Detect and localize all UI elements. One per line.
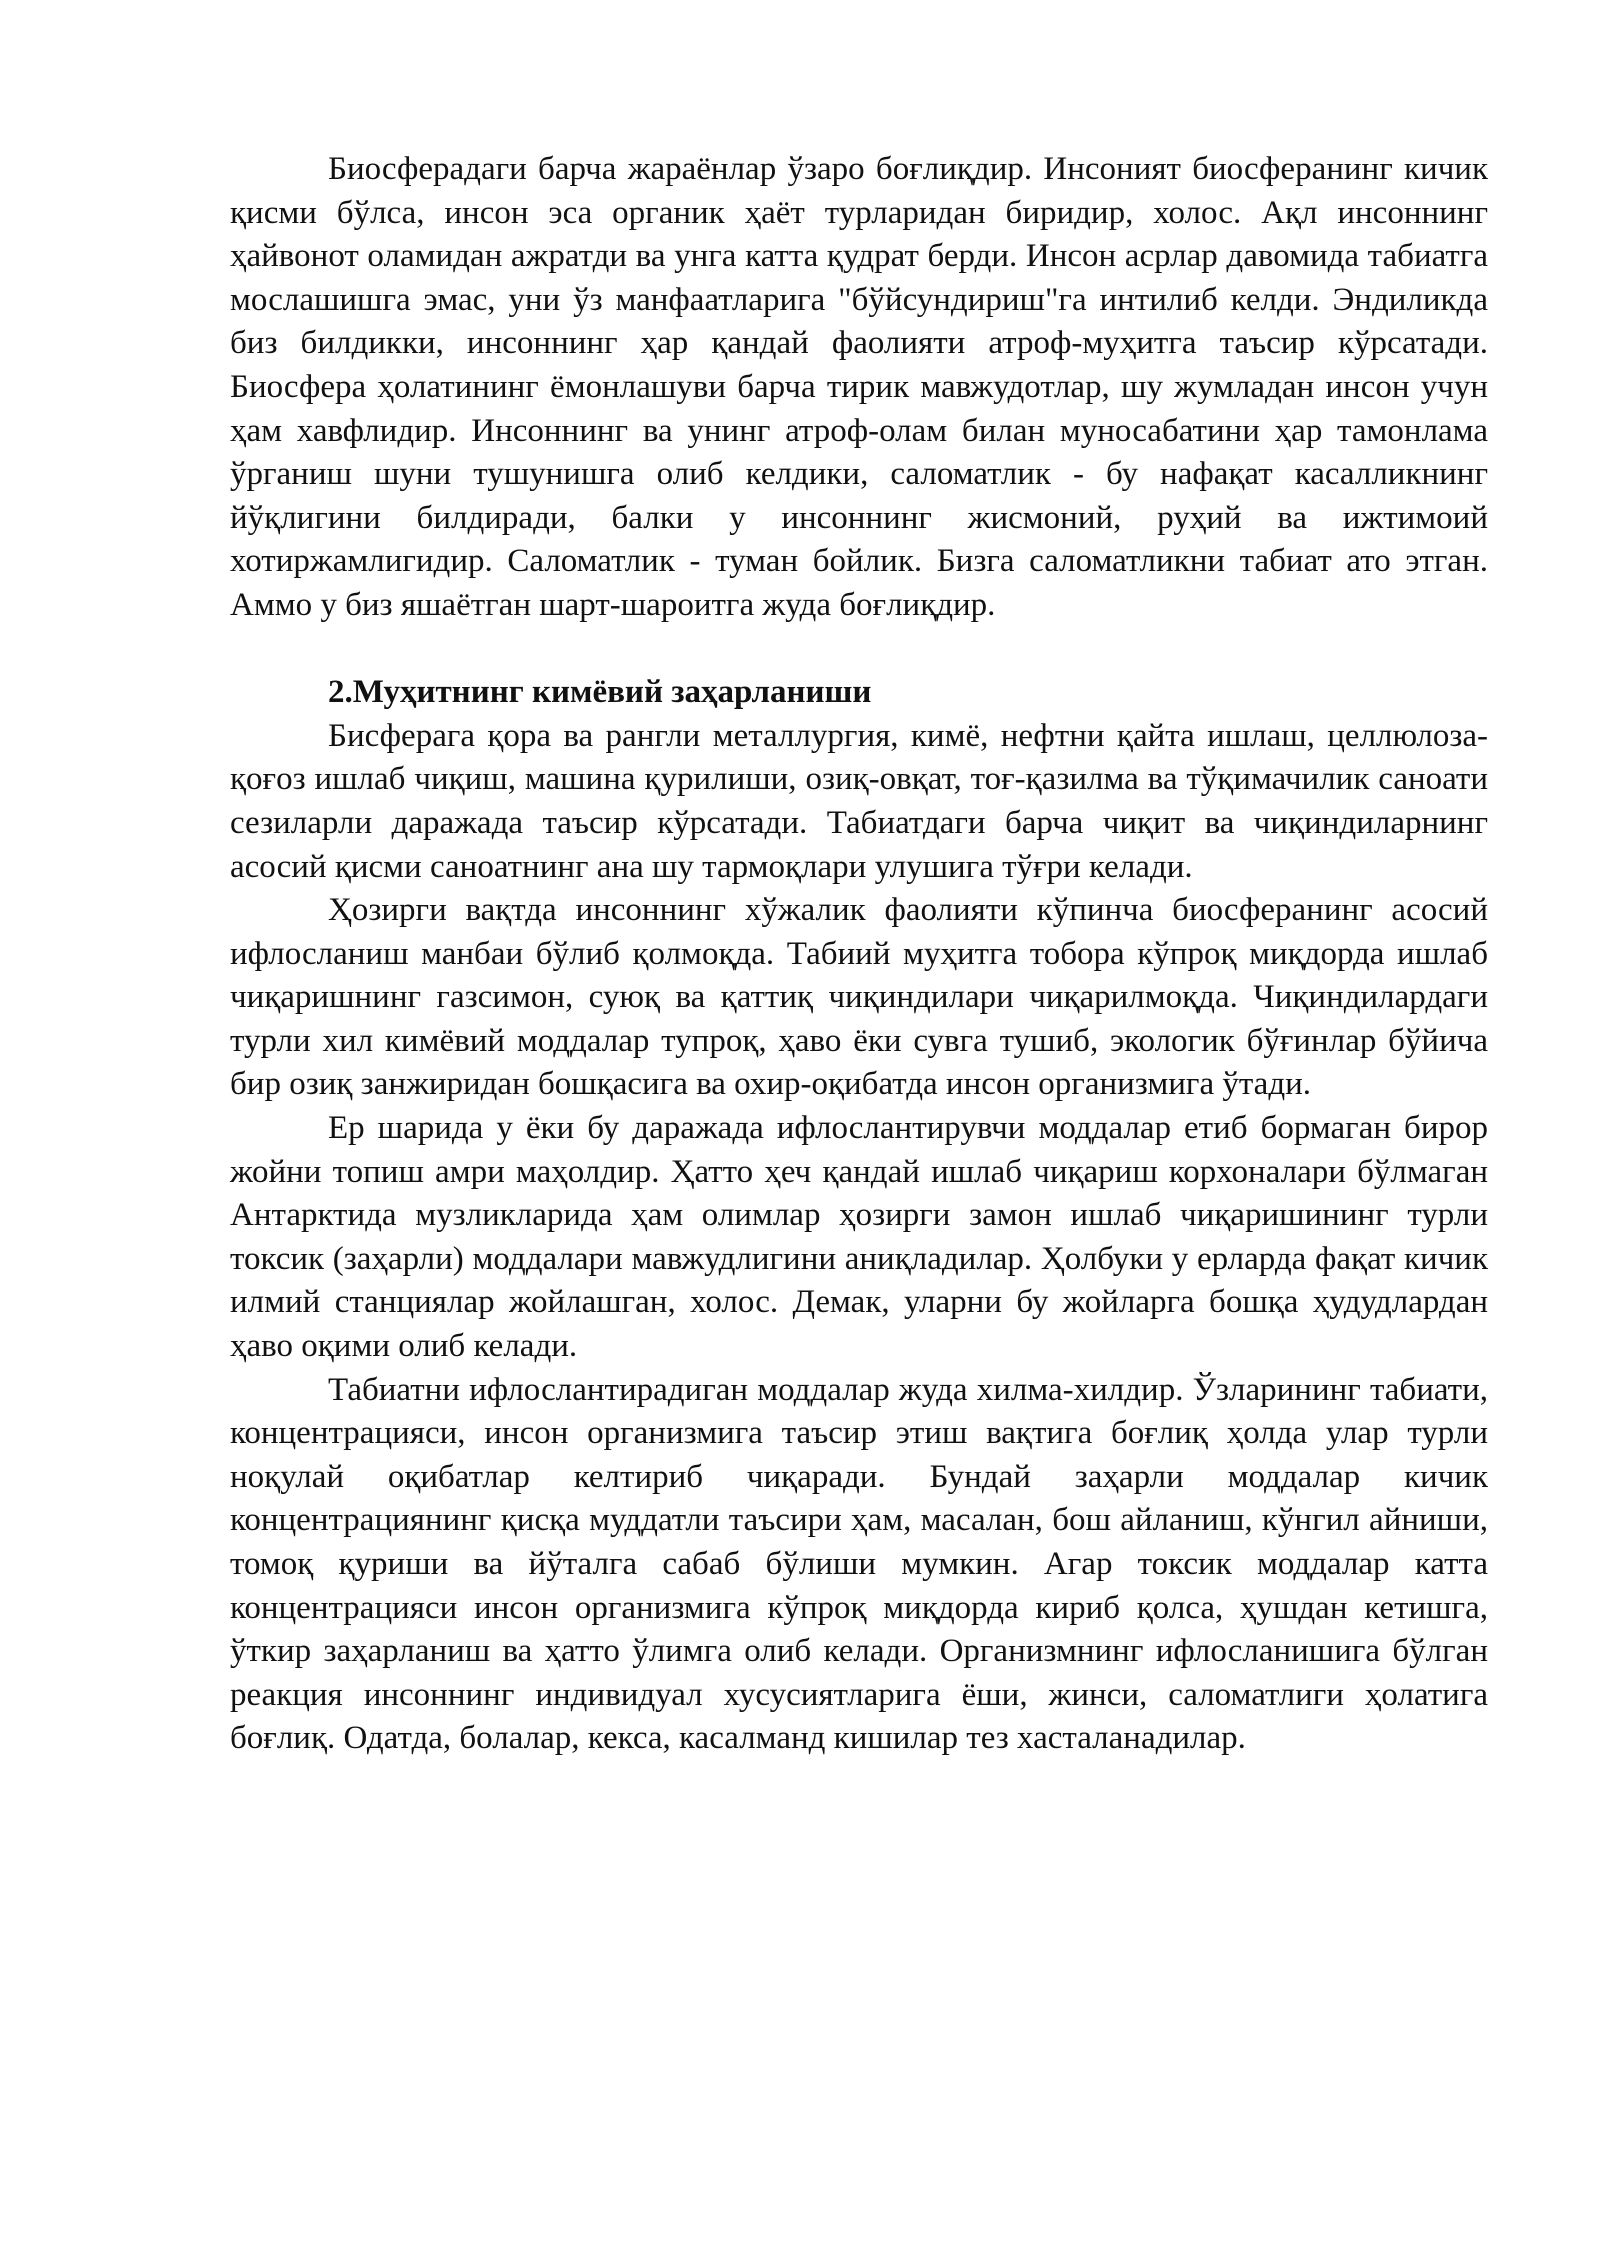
body-paragraph-3: Ер шарида у ёки бу даражада ифлослантирувчи моддалар етиб бормаган бирор жойни топиш амри маҳолдир. Ҳатто ҳеч қандай ишлаб чиқариш корхоналари бўлмаган Антарктида музликларида ҳам олимлар ҳозирги замон ишлаб чиқаришининг турли токсик (заҳарли) моддалари мавжудлигини аниқладилар. Ҳолбуки у ерларда фақат кичик илмий станциялар жойлашган, холос. Демак, уларни бу жойларга бошқа ҳудудлардан ҳаво оқими олиб келади. [230, 1110, 1488, 1365]
section-heading: 2.Муҳитнинг кимёвий заҳарланиши [328, 674, 872, 711]
document-page [230, 148, 1488, 1761]
body-paragraph-4: Табиатни ифлослантирадиган моддалар жуда хилма-хилдир. Ўзларининг табиати, концентрацияси, инсон организмига таъсир этиш вақтига боғлиқ ҳолда улар турли ноқулай оқибатлар келтириб чиқаради. Бундай заҳарли моддалар кичик концентрациянинг қисқа муддатли таъсири ҳам, масалан, бош айланиш, кўнгил айниши, томоқ қуриши ва йўталга сабаб бўлиши мумкин. Агар токсик моддалар катта концентрацияси инсон организмига кўпроқ миқдорда кириб қолса, ҳушдан кетишга, ўткир заҳарланиш ва ҳатто ўлимга олиб келади. Организмнинг ифлосланишига бўлган реакция инсоннинг индивидуал хусусиятларига ёши, жинси, саломатлиги ҳолатига боғлиқ. Одатда, болалар, кекса, касалманд кишилар тез хасталанадилар. [230, 1371, 1488, 1757]
intro-paragraph: Биосферадаги барча жараёнлар ўзаро боғлиқдир. Инсоният биосферанинг кичик қисми бўлса, инсон эса органик ҳаёт турларидан биридир, холос. Ақл инсоннинг ҳайвонот оламидан ажратди ва унга катта қудрат берди. Инсон асрлар давомида табиатга мослашишга эмас, уни ўз манфаатларига "бўйсундириш"га интилиб келди. Эндиликда биз билдикки, инсоннинг ҳар қандай фаолияти атроф-муҳитга таъсир кўрсатади. Биосфера ҳолатининг ёмонлашуви барча тирик мавжудотлар, шу жумладан инсон учун ҳам хавфлидир. Инсоннинг ва унинг атроф-олам билан муносабатини ҳар тамонлама ўрганиш шуни тушунишга олиб келдики, саломатлик - бу нафақат касалликнинг йўқлигини билдиради, балки у инсоннинг жисмоний, руҳий ва ижтимоий хотиржамлигидир. Саломатлик - туман бойлик. Бизга саломатликни табиат ато этган. Аммо у биз яшаётган шарт-шароитга жуда боғлиқдир. [230, 151, 1488, 623]
body-paragraph-2: Ҳозирги вақтда инсоннинг хўжалик фаолияти кўпинча биосферанинг асосий ифлосланиш манбаи бўлиб қолмоқда. Табиий муҳитга тобора кўпроқ миқдорда ишлаб чиқаришнинг газсимон, суюқ ва қаттиқ чиқиндилари чиқарилмоқда. Чиқиндилардаги турли хил кимёвий моддалар тупроқ, ҳаво ёки сувга тушиб, экологик бўғинлар бўйича бир озиқ занжиридан бошқасига ва охир-оқибатда инсон организмига ўтади. [230, 892, 1488, 1103]
body-paragraph-1: Бисферага қора ва рангли металлургия, кимё, нефтни қайта ишлаш, целлюлоза-қоғоз ишлаб чиқиш, машина қурилиши, озиқ-овқат, тоғ-қазилма ва тўқимачилик саноати сезиларли даражада таъсир кўрсатади. Табиатдаги барча чиқит ва чиқиндиларнинг асосий қисми саноатнинг ана шу тармоқлари улушига тўғри келади. [230, 717, 1488, 885]
